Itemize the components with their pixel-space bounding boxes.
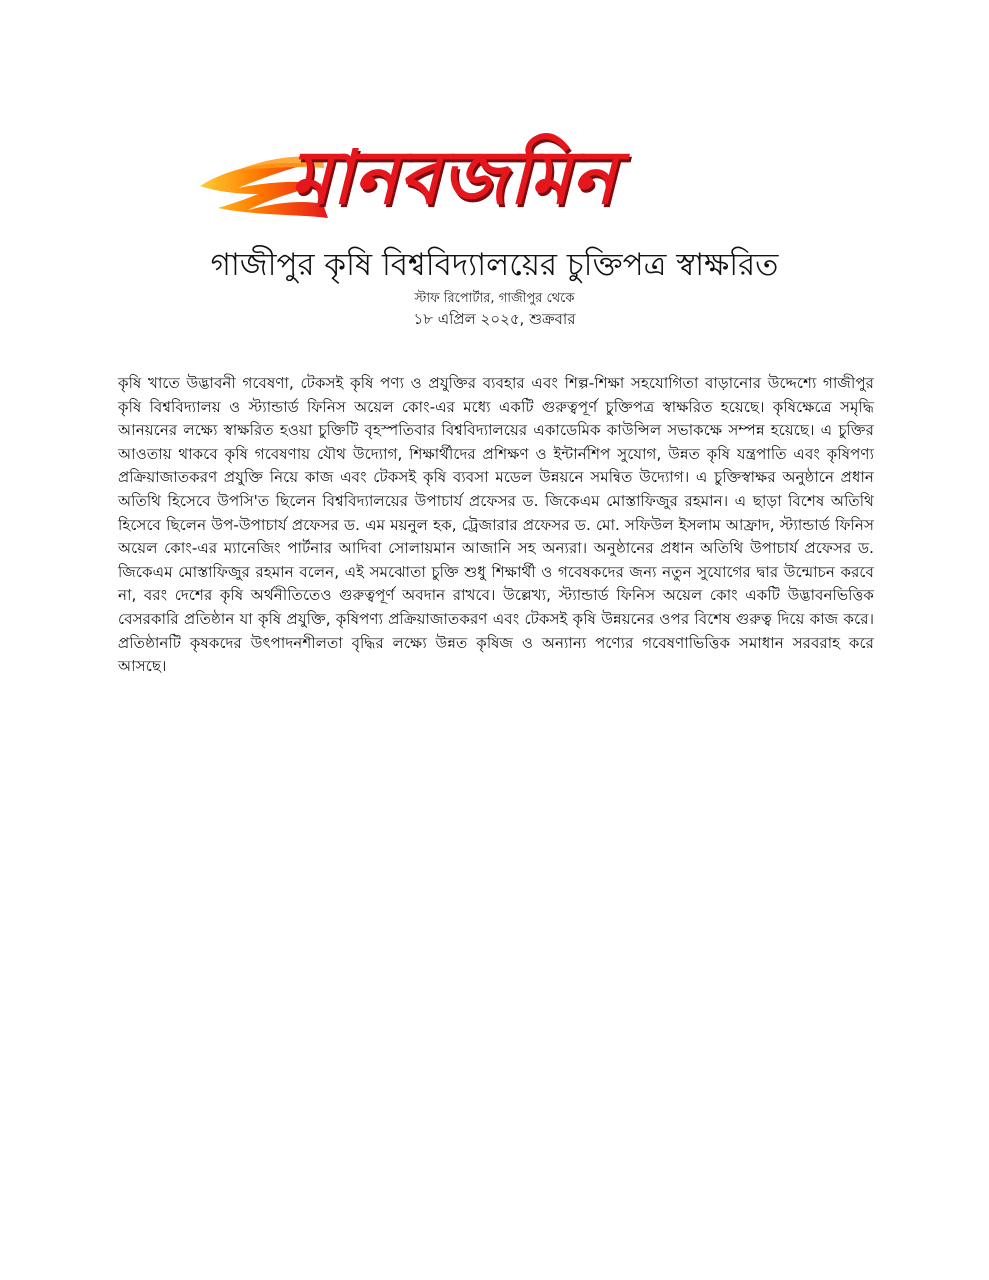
article-body: কৃষি খাতে উদ্ভাবনী গবেষণা, টেকসই কৃষি পণ্য ও প্রযুক্তির ব্যবহার এবং শিল্প-শিক্ষা সহযোগিতা বাড়ানোর উদ্দেশ্যে গাজীপুর কৃষি বিশ্ববিদ্যালয় ও স্ট্যান্ডার্ড ফিনিস অয়েল কোং-এর মধ্যে একটি গুরুত্বপূর্ণ চুক্তিপত্র স্বাক্ষরিত হয়েছে। কৃষিক্ষেত্রে সমৃদ্ধি আনয়নের লক্ষ্যে স্বাক্ষরিত হওয়া চুক্তিটি বৃহস্পতিবার বিশ্ববিদ্যালয়ের একাডেমিক কাউন্সিল সভাকক্ষে সম্পন্ন হয়েছে। এ চুক্তির আওতায় থাকবে কৃষি গবেষণায় যৌথ উদ্যোগ, শিক্ষার্থীদের প্রশিক্ষণ ও ইন্টার্নশিপ সুযোগ, উন্নত কৃষি যন্ত্রপাতি এবং কৃষিপণ্য প্রক্রিয়াজাতকরণ প্রযুক্তি নিয়ে কাজ এবং টেকসই কৃষি ব্যবসা মডেল উন্নয়নে সমন্বিত উদ্যোগ। এ চুক্তিস্বাক্ষর অনুষ্ঠানে প্রধান অতিথি হিসেবে উপসি'ত ছিলেন বিশ্ববিদ্যালয়ের উপাচার্য প্রফেসর ড. জিকেএম মোস্তাফিজুর রহমান। এ ছাড়া বিশেষ অতিথি হিসেবে ছিলেন উপ-উপাচার্য প্রফেসর ড. এম ময়নুল হক, ট্রেজারার প্রফেসর ড. মো. সফিউল ইসলাম আফ্রাদ, স্ট্যান্ডার্ড ফিনিস অয়েল কোং-এর ম্যানেজিং পার্টনার আদিবা সোলায়মান আজানি সহ অন্যরা। অনুষ্ঠানের প্রধান অতিথি উপাচার্য প্রফেসর ড. জিকেএম মোস্তাফিজুর রহমান বলেন, এই সমঝোতা চুক্তি শুধু শিক্ষার্থী ও গবেষকদের জন্য নতুন সুযোগের দ্বার উন্মোচন করবে না, বরং দেশের কৃষি অর্থনীতিতেও গুরুত্বপূর্ণ অবদান রাখবে। উল্লেখ্য, স্ট্যান্ডার্ড ফিনিস অয়েল কোং একটি উদ্ভাবনভিত্তিক বেসরকারি প্রতিষ্ঠান যা কৃষি প্রযুক্তি, কৃষিপণ্য প্রক্রিয়াজাতকরণ এবং টেকসই কৃষি উন্নয়নের ওপর বিশেষ গুরুত্ব দিয়ে কাজ করে। প্রতিষ্ঠানটি কৃষকদের উৎপাদনশীলতা বৃদ্ধির লক্ষ্যে উন্নত কৃষিজ ও অন্যান্য পণ্যের গবেষণাভিত্তিক সমাধান সরবরাহ করে আসছে। <box>118 374 874 676</box>
masthead-title: মানবজমিন <box>290 135 617 221</box>
article-byline: স্টাফ রিপোর্টার, গাজীপুর থেকে <box>414 291 575 306</box>
masthead-logo <box>198 128 788 228</box>
article-headline: গাজীপুর কৃষি বিশ্ববিদ্যালয়ের চুক্তিপত্র স্বাক্ষরিত <box>210 247 779 283</box>
article-date: ১৮ এপ্রিল ২০২৫, শুক্রবার <box>413 310 576 328</box>
